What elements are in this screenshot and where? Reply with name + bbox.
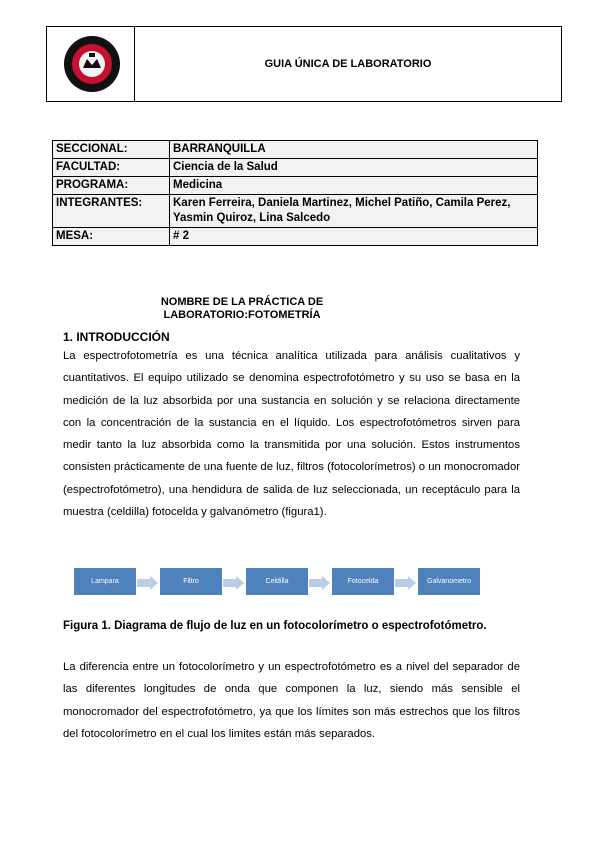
info-table [52, 140, 538, 246]
flow-box-fotocelda: Fotocelda [332, 568, 394, 595]
header-box [46, 26, 562, 102]
info-value: Ciencia de la Salud [170, 159, 538, 177]
info-value: Medicina [170, 177, 538, 195]
table-row [53, 228, 538, 246]
info-key: SECCIONAL: [53, 141, 170, 159]
university-logo [63, 35, 121, 93]
logo-cell [47, 27, 135, 101]
figure-caption: Figura 1. Diagrama de flujo de luz en un fotocolorímetro o espectrofotómetro. [63, 620, 487, 632]
info-value: Karen Ferreira, Daniela Martinez, Michel Patiño, Camila Perez, Yasmin Quiroz, Lina Salcedo [170, 195, 538, 228]
info-key: FACULTAD: [53, 159, 170, 177]
practice-title [100, 296, 384, 322]
flow-arrow-icon [137, 576, 159, 590]
info-key: PROGRAMA: [53, 177, 170, 195]
intro-paragraph: La espectrofotometría es una técnica analítica utilizada para análisis cualitativos y cuantitativos. El equipo utilizado se denomina espectrofotómetro y su uso se basa en la medición de la luz absorbida por una sustancia en solución y se relaciona directamente con la concentración de la sustancia en el líquido. Los espectrofotómetros sirven para medir tanto la luz absorbida como la transmitida por una solución. Estos instrumentos consisten prácticamente de una fuente de luz, filtros (fotocolorímetros) o un monocromador (espectrofotómetro), una hendidura de salida de luz seleccionada, un receptáculo para la muestra (celdilla) fotocelda y galvanómetro (figura1). [63, 350, 520, 519]
table-row [53, 177, 538, 195]
table-row [53, 159, 538, 177]
practice-title-line1: NOMBRE DE LA PRÁCTICA DE [160, 296, 324, 308]
flow-arrow-icon [309, 576, 331, 590]
info-value: # 2 [170, 228, 538, 246]
flow-box-filtro: Filtro [160, 568, 222, 595]
flow-arrow-icon [223, 576, 245, 590]
flow-box-galvanometro: Galvanometro [418, 568, 480, 595]
intro-heading: 1. INTRODUCCIÓN [63, 330, 170, 344]
practice-title-line2: LABORATORIO:FOTOMETRÍA [163, 309, 321, 321]
table-row [53, 195, 538, 228]
flow-arrow-icon [395, 576, 417, 590]
info-value: BARRANQUILLA [170, 141, 538, 159]
second-paragraph: La diferencia entre un fotocolorímetro y un espectrofotómetro es a nivel del separador de las diferentes longitudes de onda que componen la luz, siendo más sensible el monocromador del espectrofotómetro, ya que los límites son más estrechos que los filtros del fotocolorímetro en el cual los limites están más separados. [63, 661, 520, 740]
flow-box-lampara: Lampara [74, 568, 136, 595]
info-key: INTEGRANTES: [53, 195, 170, 228]
page-title: GUIA ÚNICA DE LABORATORIO [264, 58, 432, 70]
flow-box-celdilla: Celdilla [246, 568, 308, 595]
table-row [53, 141, 538, 159]
info-key: MESA: [53, 228, 170, 246]
